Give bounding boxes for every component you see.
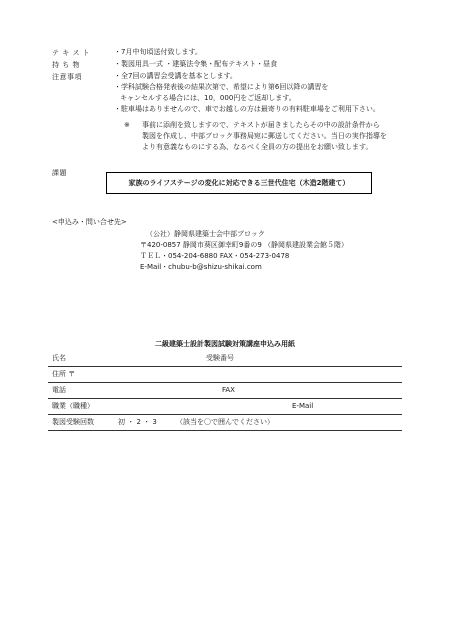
- form-line-1: [48, 366, 402, 367]
- contact-address: 〒420-0857 静岡市葵区御幸町9番の9 （静岡県建設業会館５階）: [140, 241, 349, 249]
- text-label: テ キ ス ト: [52, 49, 91, 57]
- note-mark: ※: [124, 121, 130, 129]
- contact-heading: <申込み・問い合せ先>: [52, 218, 127, 226]
- phone-label: 電話: [52, 386, 66, 394]
- name-label: 氏名: [52, 354, 66, 362]
- form-line-2: [48, 382, 402, 383]
- chui-line-1: ・全7回の講習会受講を基本とします。: [114, 72, 237, 80]
- form-title: 二級建築士設計製図試験対策講座申込み用紙: [155, 340, 295, 348]
- job-label: 職業（職種）: [52, 402, 94, 410]
- count-note: （該当を〇で囲んでください）: [176, 418, 274, 426]
- email-label: E-Mail: [292, 402, 314, 410]
- exam-no-label: 受験番号: [206, 354, 234, 362]
- note-line-3: より有意義なものにする為、なるべく全員の方の提出をお願い致します。: [142, 143, 373, 151]
- chui-line-4: ・駐車場はありませんので、車でお越しの方は最寄りの有料駐車場をご利用下さい。: [114, 105, 380, 113]
- text-value: ・7月中旬頃送付致します。: [114, 48, 202, 56]
- mochimono-label: 持 ち 物: [52, 61, 80, 69]
- contact-email: E-Mail・chubu-b@shizu-shikai.com: [140, 263, 262, 271]
- contact-tel: ＴＥＬ・054-204-6880 FAX・054-273-0478: [140, 252, 290, 260]
- form-line-5: [48, 430, 402, 431]
- form-line-3: [48, 398, 402, 399]
- theme-text: 家族のライフステージの変化に対応できる三世代住宅（木造2階建て）: [128, 179, 350, 187]
- contact-org: （公社）静岡県建築士会中部ブロック: [146, 230, 265, 238]
- form-line-4: [48, 414, 402, 415]
- theme-box: [106, 172, 372, 194]
- note-line-1: 事前に添削を致しますので、テキストが届きましたらその中の設計条件から: [142, 121, 380, 129]
- fax-label: FAX: [222, 386, 235, 394]
- address-label: 住所 〒: [52, 370, 76, 378]
- kadai-label: 課題: [52, 169, 67, 177]
- count-options: 初 ・ 2 ・ 3: [118, 418, 157, 426]
- chui-label: 注意事項: [52, 73, 82, 81]
- count-label: 製図受験回数: [52, 418, 94, 426]
- note-line-2: 製図を作成し、中部ブロック事務局宛に郵送してください。当日の実作指導を: [142, 132, 387, 140]
- mochimono-value: ・製図用具一式 ・建築法令集・配布テキスト・昼食: [114, 60, 278, 68]
- chui-line-3: キャンセルする場合には、10，000円をご返却します。: [120, 94, 296, 102]
- chui-line-2: ・学科試験合格発表後の結果次第で、希望により第6回以降の講習を: [114, 83, 329, 91]
